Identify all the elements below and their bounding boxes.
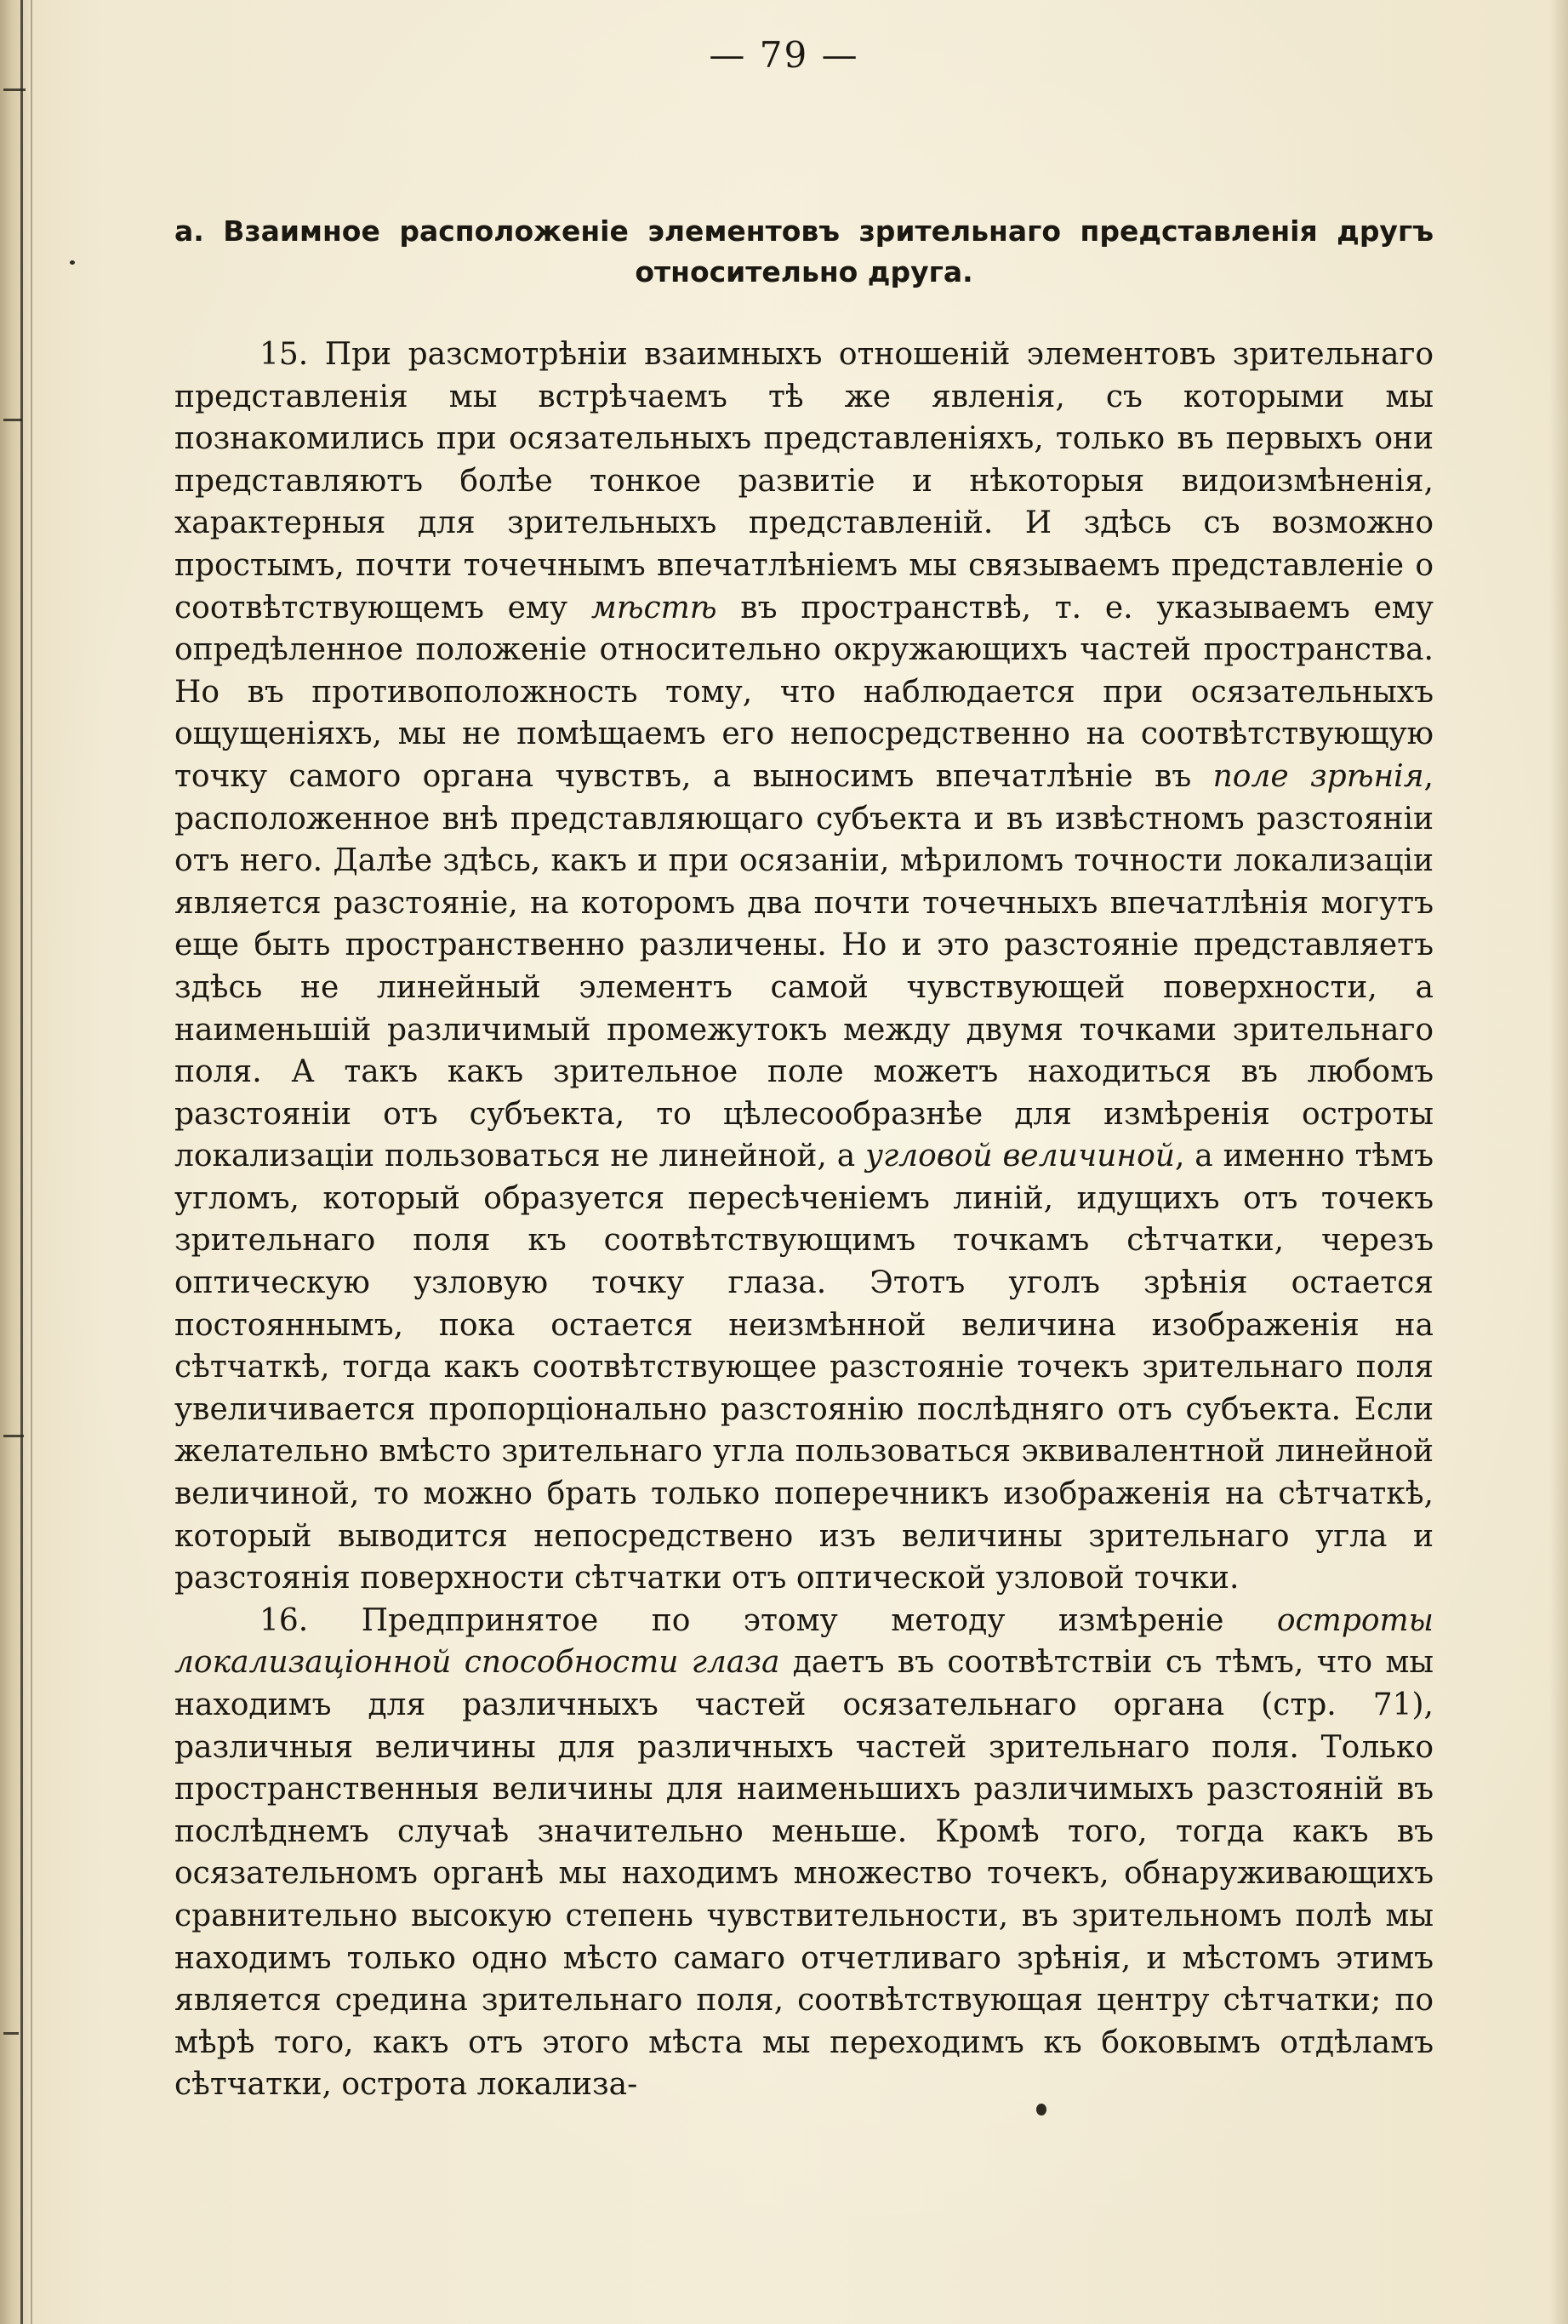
text-run: Предпринятое по этому методу измѣреніе — [361, 1602, 1277, 1638]
section-heading: а. Взаимное расположеніе элементовъ зрительнаго представленія другъ относительно друга. — [174, 214, 1434, 288]
italic-term: мѣстѣ — [590, 590, 717, 625]
paragraph — [174, 1600, 1434, 2106]
binding-line-secondary — [31, 0, 32, 2324]
paragraph-number: 16. — [259, 1602, 362, 1638]
body-text — [174, 334, 1434, 2106]
paragraph — [174, 334, 1434, 1600]
binding-mark — [3, 419, 22, 421]
text-run: , расположенное внѣ представляющаго субъекта и въ извѣстномъ разстояніи отъ него. Далѣе здѣсь, какъ и при осязаніи, мѣриломъ точности локализаціи является разстояніе, на которомъ два почти точечныхъ впечатлѣнія могутъ еще быть пространственно различены. Но и это разстояніе представляетъ здѣсь не линейный элементъ самой чувствующей поверхности, а наименьшій различимый промежутокъ между двумя точками зрительнаго поля. А такъ какъ зрительное поле можетъ находиться въ любомъ разстояніи отъ субъекта, то цѣлесообразнѣе для измѣренія остроты локализаціи пользоваться не линейной, а — [174, 758, 1434, 1174]
page-edge-shadow — [1549, 0, 1568, 2324]
binding-mark — [3, 89, 26, 91]
text-run: въ пространствѣ, т. е. указываемъ ему опредѣленное положеніе относительно окружающихъ частей пространства. Но въ противоположность тому, что наблюдается при осязательныхъ ощущеніяхъ, мы не помѣщаемъ его непосредственно на соотвѣтствующую точку самого органа чувствъ, а выносимъ впечатлѣніе въ — [174, 590, 1434, 794]
italic-term: угловой величиной — [865, 1139, 1175, 1174]
italic-term: остроты локализаціонной способности глаза — [174, 1602, 1434, 1681]
ink-speck — [70, 260, 75, 265]
text-run: При разсмотрѣніи взаимныхъ отношеній элементовъ зрительнаго представленія мы встрѣчаемъ тѣ же явленія, съ которыми мы познакомились при осязательныхъ представленіяхъ, только въ первыхъ они представляютъ болѣе тонкое развитіе и нѣкоторыя видоизмѣненія, характерныя для зрительныхъ представленій. И здѣсь съ возможно простымъ, почти точечнымъ впечатлѣніемъ мы связываемъ представленіе о соотвѣтствующемъ ему — [174, 337, 1434, 625]
binding-line — [20, 0, 23, 2324]
italic-term: поле зрѣнія — [1212, 758, 1424, 794]
text-run: , а именно тѣмъ угломъ, который образуется пересѣченіемъ линій, идущихъ отъ точекъ зрительнаго поля къ соотвѣтствующимъ точкамъ сѣтчатки, черезъ оптическую узловую точку глаза. Этотъ уголъ зрѣнія остается постояннымъ, пока остается неизмѣнной величина изображенія на сѣтчаткѣ, тогда какъ соотвѣтствующее разстояніе точекъ зрительнаго поля увеличивается пропорціонально разстоянію послѣдняго отъ субъекта. Если желательно вмѣсто зрительнаго угла пользоваться эквивалентной линейной величиной, то можно брать только поперечникъ изображенія на сѣтчаткѣ, который выводится непосредствено изъ величины зрительнаго угла и разстоянія поверхности сѣтчатки отъ оптической узловой точки. — [174, 1139, 1434, 1596]
binding-edge — [0, 0, 29, 2324]
paragraph-number: 15. — [259, 337, 325, 372]
binding-mark — [3, 1435, 24, 1437]
binding-mark — [3, 2032, 19, 2035]
page-number: — 79 — — [709, 34, 859, 76]
text-run: даетъ въ соотвѣтствіи съ тѣмъ, что мы находимъ для различныхъ частей осязательнаго органа (стр. 71), различныя величины для различныхъ частей зрительнаго поля. Только пространственныя величины для наименьшихъ различимыхъ разстояній въ послѣднемъ случаѣ значительно меньше. Кромѣ того, тогда какъ въ осязательномъ органѣ мы находимъ множество точекъ, обнаруживающихъ сравнительно высокую степень чувствительности, въ зрительномъ полѣ мы находимъ только одно мѣсто самаго отчетливаго зрѣнія, и мѣстомъ этимъ является средина зрительнаго поля, соотвѣтствующая центру сѣтчатки; по мѣрѣ того, какъ отъ этого мѣста мы переходимъ къ боковымъ отдѣламъ сѣтчатки, острота локализа- — [174, 1645, 1434, 2103]
